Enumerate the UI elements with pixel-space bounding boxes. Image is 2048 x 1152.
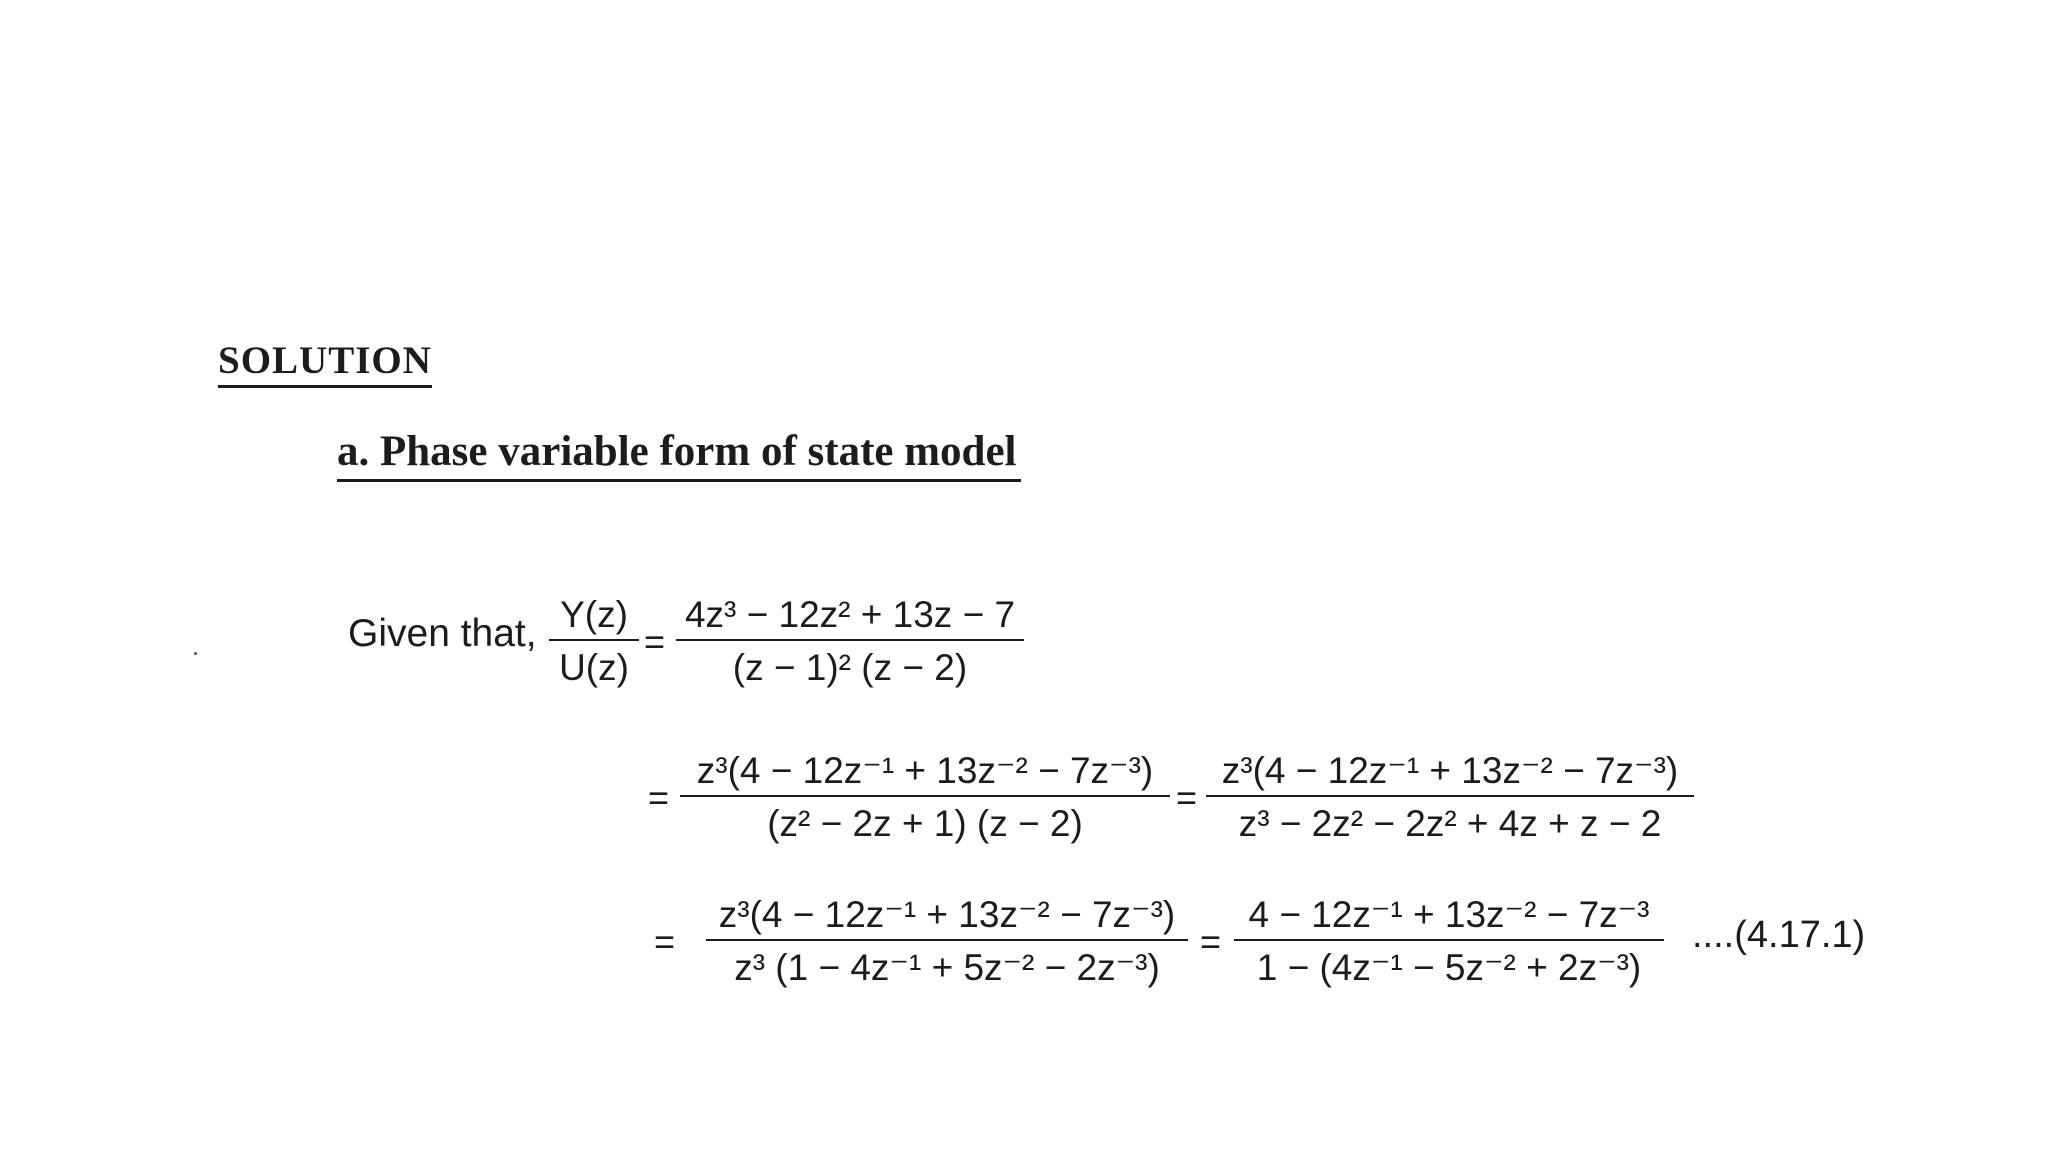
- fraction-denominator: (z² − 2z + 1) (z − 2): [767, 803, 1083, 844]
- fraction-numerator: Y(z): [560, 594, 628, 635]
- factored-fraction: [680, 752, 1170, 842]
- equals-sign: =: [648, 777, 670, 818]
- polynomial-fraction: [676, 596, 1024, 686]
- section-title: SOLUTION: [218, 340, 432, 388]
- fraction-numerator: z³(4 − 12z⁻¹ + 13z⁻² − 7z⁻³): [696, 750, 1154, 791]
- fraction-numerator: z³(4 − 12z⁻¹ + 13z⁻² − 7z⁻³): [1221, 750, 1679, 791]
- fraction-numerator: z³(4 − 12z⁻¹ + 13z⁻² − 7z⁻³): [718, 894, 1176, 935]
- fraction-numerator: 4z³ − 12z² + 13z − 7: [684, 594, 1016, 635]
- equals-sign: =: [1200, 921, 1222, 962]
- fraction-denominator: z³ − 2z² − 2z² + 4z + z − 2: [1238, 803, 1662, 844]
- fraction-denominator: U(z): [559, 647, 629, 688]
- scan-speck: [194, 652, 197, 655]
- given-label: Given that,: [348, 612, 537, 655]
- equation-number: ....(4.17.1): [1692, 914, 1866, 956]
- fraction-denominator: z³ (1 − 4z⁻¹ + 5z⁻² − 2z⁻³): [734, 947, 1160, 988]
- transfer-function-fraction: [549, 596, 639, 686]
- fraction-numerator: 4 − 12z⁻¹ + 13z⁻² − 7z⁻³: [1248, 894, 1650, 935]
- part-heading: a. Phase variable form of state model: [337, 428, 1021, 482]
- fraction-denominator: (z − 1)² (z − 2): [732, 647, 968, 688]
- fraction-denominator: 1 − (4z⁻¹ − 5z⁻² + 2z⁻³): [1256, 947, 1642, 988]
- equals-sign: =: [644, 621, 666, 662]
- equals-sign: =: [1176, 777, 1198, 818]
- final-fraction: [1234, 896, 1664, 986]
- expanded-fraction: [1206, 752, 1694, 842]
- normalized-fraction: [706, 896, 1188, 986]
- equals-sign: =: [654, 921, 676, 962]
